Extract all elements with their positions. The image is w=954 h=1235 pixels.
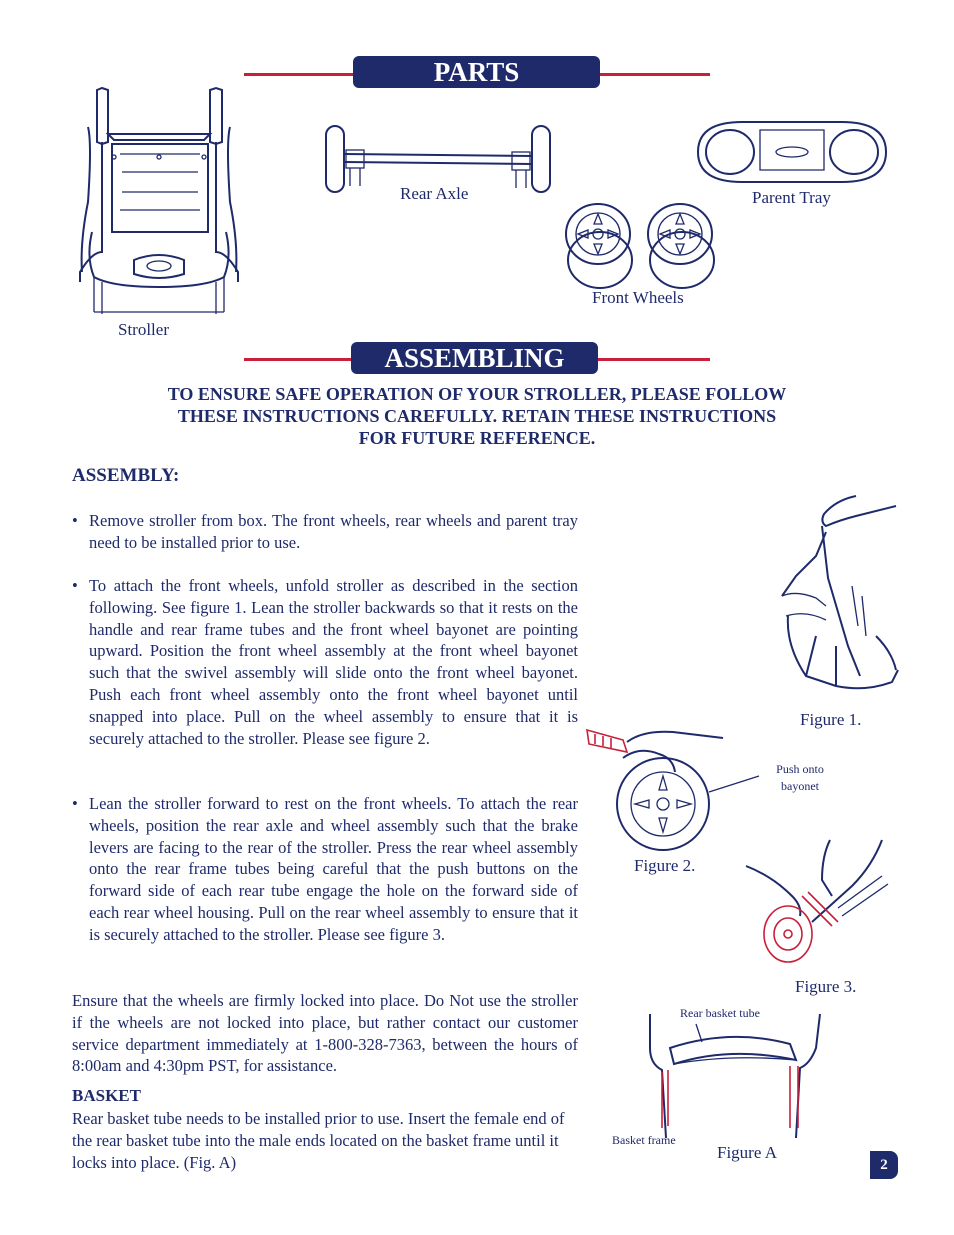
figure-1-caption: Figure 1. [800,710,862,729]
stroller-caption: Stroller [118,320,169,339]
figure-2-illustration [583,718,763,854]
figure-a-illustration [640,1008,830,1144]
figure-1-illustration [766,486,906,708]
basket-instructions: Rear basket tube needs to be installed prior to use. Insert the female end of the rear basket tube into the male ends located on the basket frame until it locks into place. (Fig. A) [72,1109,565,1172]
rear-axle-caption: Rear Axle [400,184,469,203]
figure-a-caption: Figure A [717,1143,777,1162]
safety-warning-line-2: THESE INSTRUCTIONS CAREFULLY. RETAIN THESE INSTRUCTIONS [177,406,777,426]
assembly-heading: ASSEMBLY: [72,465,180,486]
front-wheels-caption: Front Wheels [592,288,684,307]
bullet-dot: • [72,511,78,530]
parts-title: PARTS [353,56,600,88]
assembling-rule-right [596,358,710,361]
bullet-dot: • [72,794,78,813]
bullet-remove-stroller [72,510,578,554]
parts-rule-left [244,73,356,76]
bullet-front-wheels [72,575,578,749]
bullet-dot: • [72,576,78,595]
wheels-locked-note: Ensure that the wheels are firmly locked into place. Do Not use the stroller if the wheels are not locked into place, but rather contact our customer service department immediately at 1-800-328-7363, between the hours of 8:00am and 4:30pm PST, for assistance. [72,991,578,1076]
figure-a-bottom-label: Basket frame [612,1133,676,1147]
safety-warning-line-3: FOR FUTURE REFERENCE. [358,428,596,448]
bullet-text: Remove stroller from box. The front wheels, rear wheels and parent tray need to be installed prior to use. [89,511,578,552]
bullet-rear-wheels [72,793,578,946]
assembling-title: ASSEMBLING [351,342,598,374]
figure-3-illustration [742,836,892,976]
figure-2-callout [766,761,834,795]
figure-2-callout-line-1: Push onto [776,762,824,776]
front-wheels-illustration [560,198,730,290]
figure-2-caption: Figure 2. [634,856,696,875]
parts-rule-right [598,73,710,76]
safety-warning-line-1: TO ENSURE SAFE OPERATION OF YOUR STROLLER, PLEASE FOLLOW [167,384,787,404]
parent-tray-caption: Parent Tray [752,188,831,207]
parent-tray-illustration [692,112,892,192]
figure-a-top-label: Rear basket tube [680,1006,760,1020]
bullet-text: To attach the front wheels, unfold stroller as described in the section following. See figure 1. Lean the stroller backwards so that it rests on the handle and rear frame tubes and the front wheel bayonet are pointing upward. Position the front wheel assembly at the front wheel bayonet such that the swivel assembly will slide onto the front wheel bayonet. Push each front wheel assembly onto the front wheel bayonet until snapped into place. Pull on the wheel assembly to ensure that it is securely attached to the stroller. Please see figure 2. [89,576,578,748]
figure-2-callout-line-2: bayonet [781,779,819,793]
stroller-illustration [72,82,247,322]
page-number: 2 [870,1151,898,1179]
basket-heading: BASKET [72,1086,141,1105]
bullet-text: Lean the stroller forward to rest on the front wheels. To attach the rear wheels, position the rear axle and wheel assembly such that the brake levers are facing to the rear of the stroller. Press the rear wheel assembly onto the rear frame tubes being careful that the push buttons on the forward side of each rear tube engage the hole on the forward side of each rear wheel housing. Pull on the rear wheel assembly to ensure that it is securely attached to the stroller. Please see figure 3. [89,794,578,944]
assembling-rule-left [244,358,356,361]
figure-3-caption: Figure 3. [795,977,857,996]
